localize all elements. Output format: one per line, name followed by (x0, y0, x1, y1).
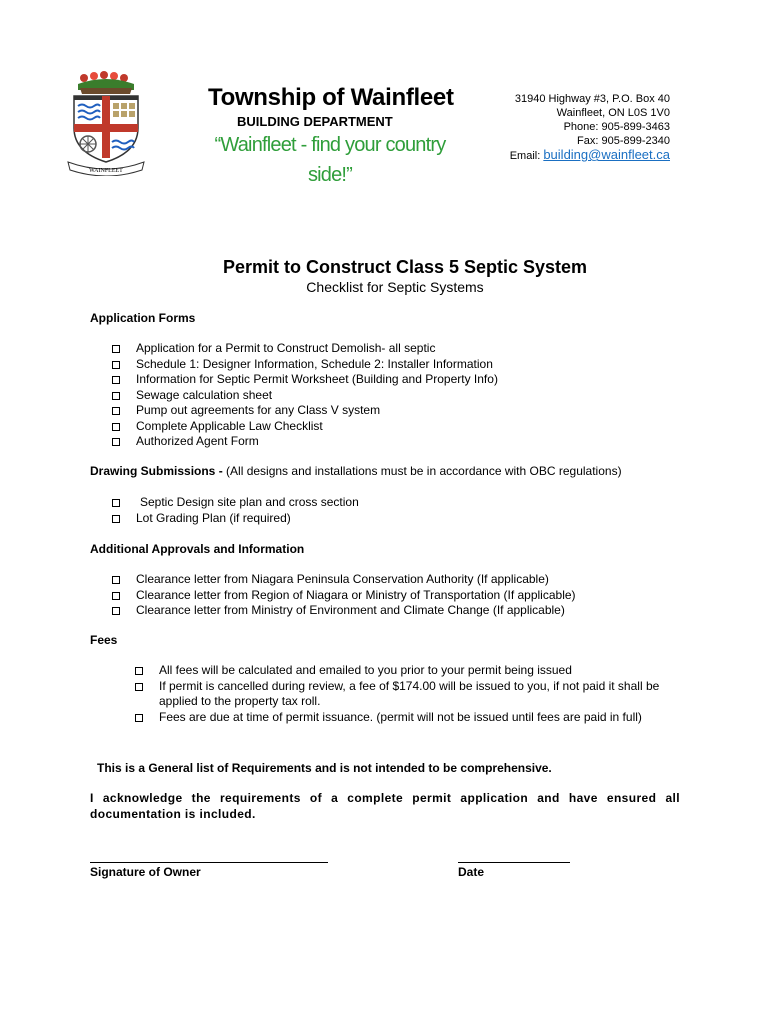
checkbox[interactable] (135, 683, 143, 691)
checkbox[interactable] (135, 667, 143, 675)
department-name: BUILDING DEPARTMENT (237, 114, 393, 129)
acknowledgement: I acknowledge the requirements of a complete permit application and have ensured all documentation is included. (90, 791, 680, 821)
fees-heading: Fees (90, 633, 118, 647)
list-item: Clearance letter from Niagara Peninsula Conservation Authority (If applicable) (112, 572, 692, 588)
signature-line[interactable] (90, 862, 328, 863)
drawing-submissions-note: (All designs and installations must be in accordance with OBC regulations) (226, 464, 622, 478)
checkbox[interactable] (135, 714, 143, 722)
fees-list (135, 663, 683, 725)
list-item: Sewage calculation sheet (112, 388, 672, 404)
date-label: Date (458, 865, 485, 879)
phone: Phone: 905-899-3463 (563, 121, 670, 133)
checkbox[interactable] (112, 423, 120, 431)
list-item: Schedule 1: Designer Information, Schedule 2: Installer Information (112, 357, 672, 373)
application-forms-list (112, 341, 672, 450)
crest-flowers (78, 71, 134, 94)
address-line-2: Wainfleet, ON L0S 1V0 (556, 107, 670, 119)
application-forms-heading: Application Forms (90, 311, 196, 325)
list-item: Fees are due at time of permit issuance. (permit will not be issued until fees are paid in full) (135, 710, 683, 726)
address-line-1: 31940 Highway #3, P.O. Box 40 (514, 93, 670, 105)
list-item: If permit is cancelled during review, a fee of $174.00 will be issued to you, if not paid it shall be applied to the property tax roll. (135, 679, 683, 710)
crest-banner-text: WAINFLEET (89, 168, 123, 174)
list-item: Clearance letter from Region of Niagara or Ministry of Transportation (If applicable) (112, 588, 692, 604)
list-item: Clearance letter from Ministry of Environment and Climate Change (If applicable) (112, 603, 692, 619)
checkbox[interactable] (112, 392, 120, 400)
general-notice: This is a General list of Requirements and is not intended to be comprehensive. (97, 761, 552, 775)
email-link[interactable]: building@wainfleet.ca (543, 147, 670, 162)
checkbox[interactable] (112, 345, 120, 353)
list-item: Authorized Agent Form (112, 434, 672, 450)
signature-label: Signature of Owner (90, 865, 201, 879)
contact-block (510, 92, 670, 163)
checkbox[interactable] (112, 361, 120, 369)
list-item: Lot Grading Plan (if required) (112, 511, 672, 527)
additional-approvals-heading: Additional Approvals and Information (90, 542, 305, 556)
checkbox[interactable] (112, 515, 120, 523)
date-line[interactable] (458, 862, 570, 863)
additional-approvals-list (112, 572, 692, 619)
document-subtitle: Checklist for Septic Systems (306, 279, 484, 295)
list-item: Pump out agreements for any Class V system (112, 403, 672, 419)
list-item: All fees will be calculated and emailed to you prior to your permit being issued (135, 663, 683, 679)
checkbox[interactable] (112, 407, 120, 415)
page-title: Township of Wainfleet (208, 84, 454, 111)
checkbox[interactable] (112, 499, 120, 507)
list-item: Septic Design site plan and cross section (112, 495, 672, 511)
fax: Fax: 905-899-2340 (577, 135, 670, 147)
email-label: Email: (509, 150, 541, 162)
checkbox[interactable] (112, 607, 120, 615)
email-row (510, 148, 670, 163)
checkbox[interactable] (112, 576, 120, 584)
list-item: Complete Applicable Law Checklist (112, 419, 672, 435)
drawing-submissions-heading: Drawing Submissions - (All designs and installations must be in accordance with OBC regulations) (90, 464, 622, 478)
drawing-submissions-list (112, 495, 672, 526)
document-title: Permit to Construct Class 5 Septic System (222, 257, 588, 277)
checkbox[interactable] (112, 376, 120, 384)
list-item: Application for a Permit to Construct Demolish- all septic (112, 341, 672, 357)
checkbox[interactable] (112, 592, 120, 600)
checkbox[interactable] (112, 438, 120, 446)
township-crest-logo (64, 70, 148, 176)
slogan: “Wainfleet - find your country side!” (214, 134, 446, 186)
list-item: Information for Septic Permit Worksheet (Building and Property Info) (112, 372, 672, 388)
